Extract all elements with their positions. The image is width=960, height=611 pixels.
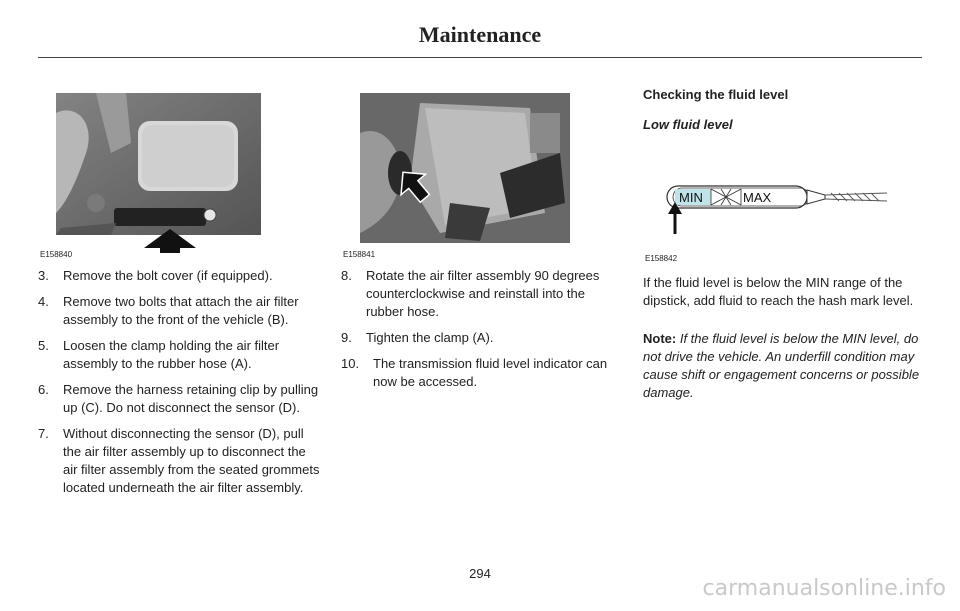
list-item: 8. Rotate the air filter assembly 90 degrees counterclockwise and reinstall into the rubber hose. bbox=[341, 268, 600, 319]
note-text: If the fluid level is below the MIN level, do not drive the vehicle. An underfill condition may cause shift or engagement concerns or possible damage. bbox=[643, 331, 920, 400]
note-paragraph bbox=[643, 330, 923, 402]
note-label: Note: bbox=[643, 331, 677, 346]
list-item: 5. Loosen the clamp holding the air filter assembly to the rubber hose (A). bbox=[38, 338, 280, 371]
air-filter-illustration bbox=[360, 93, 570, 243]
list-item: 3. Remove the bolt cover (if equipped). bbox=[38, 268, 273, 283]
header-divider bbox=[38, 57, 922, 58]
section-heading: Checking the fluid level bbox=[643, 87, 789, 102]
page-number: 294 bbox=[469, 566, 491, 581]
list-item: 9. Tighten the clamp (A). bbox=[341, 330, 494, 345]
dipstick-min-label: MIN bbox=[679, 190, 703, 205]
page-title: Maintenance bbox=[418, 22, 542, 47]
list-item: 4. Remove two bolts that attach the air filter assembly to the front of the vehicle (B). bbox=[38, 294, 299, 327]
steps-left bbox=[38, 267, 320, 505]
engine-bay-illustration bbox=[56, 93, 266, 253]
list-item: 10. The transmission fluid level indicator can now be accessed. bbox=[341, 356, 608, 389]
figure-dipstick-low-level bbox=[655, 178, 895, 238]
figure-air-filter-rotate bbox=[360, 93, 570, 243]
figure-engine-bay-bolt-cover bbox=[56, 93, 266, 253]
dipstick-illustration bbox=[655, 178, 895, 238]
dipstick-max-label: MAX bbox=[743, 190, 772, 205]
watermark: carmanualsonline.info bbox=[702, 576, 946, 601]
fluid-level-paragraph: If the fluid level is below the MIN range of the dipstick, add fluid to reach the hash mark level. bbox=[643, 275, 914, 308]
list-item: 7. Without disconnecting the sensor (D), pull the air filter assembly up to disconnect the air filter assembly from the seated grommets located underneath the air filter assembly. bbox=[38, 426, 320, 495]
figure-code: E158841 bbox=[343, 250, 376, 259]
figure-code: E158840 bbox=[40, 250, 73, 259]
steps-middle bbox=[341, 267, 623, 399]
section-subheading: Low fluid level bbox=[643, 117, 733, 132]
list-item: 6. Remove the harness retaining clip by pulling up (C). Do not disconnect the sensor (D). bbox=[38, 382, 319, 415]
figure-code: E158842 bbox=[645, 254, 678, 263]
